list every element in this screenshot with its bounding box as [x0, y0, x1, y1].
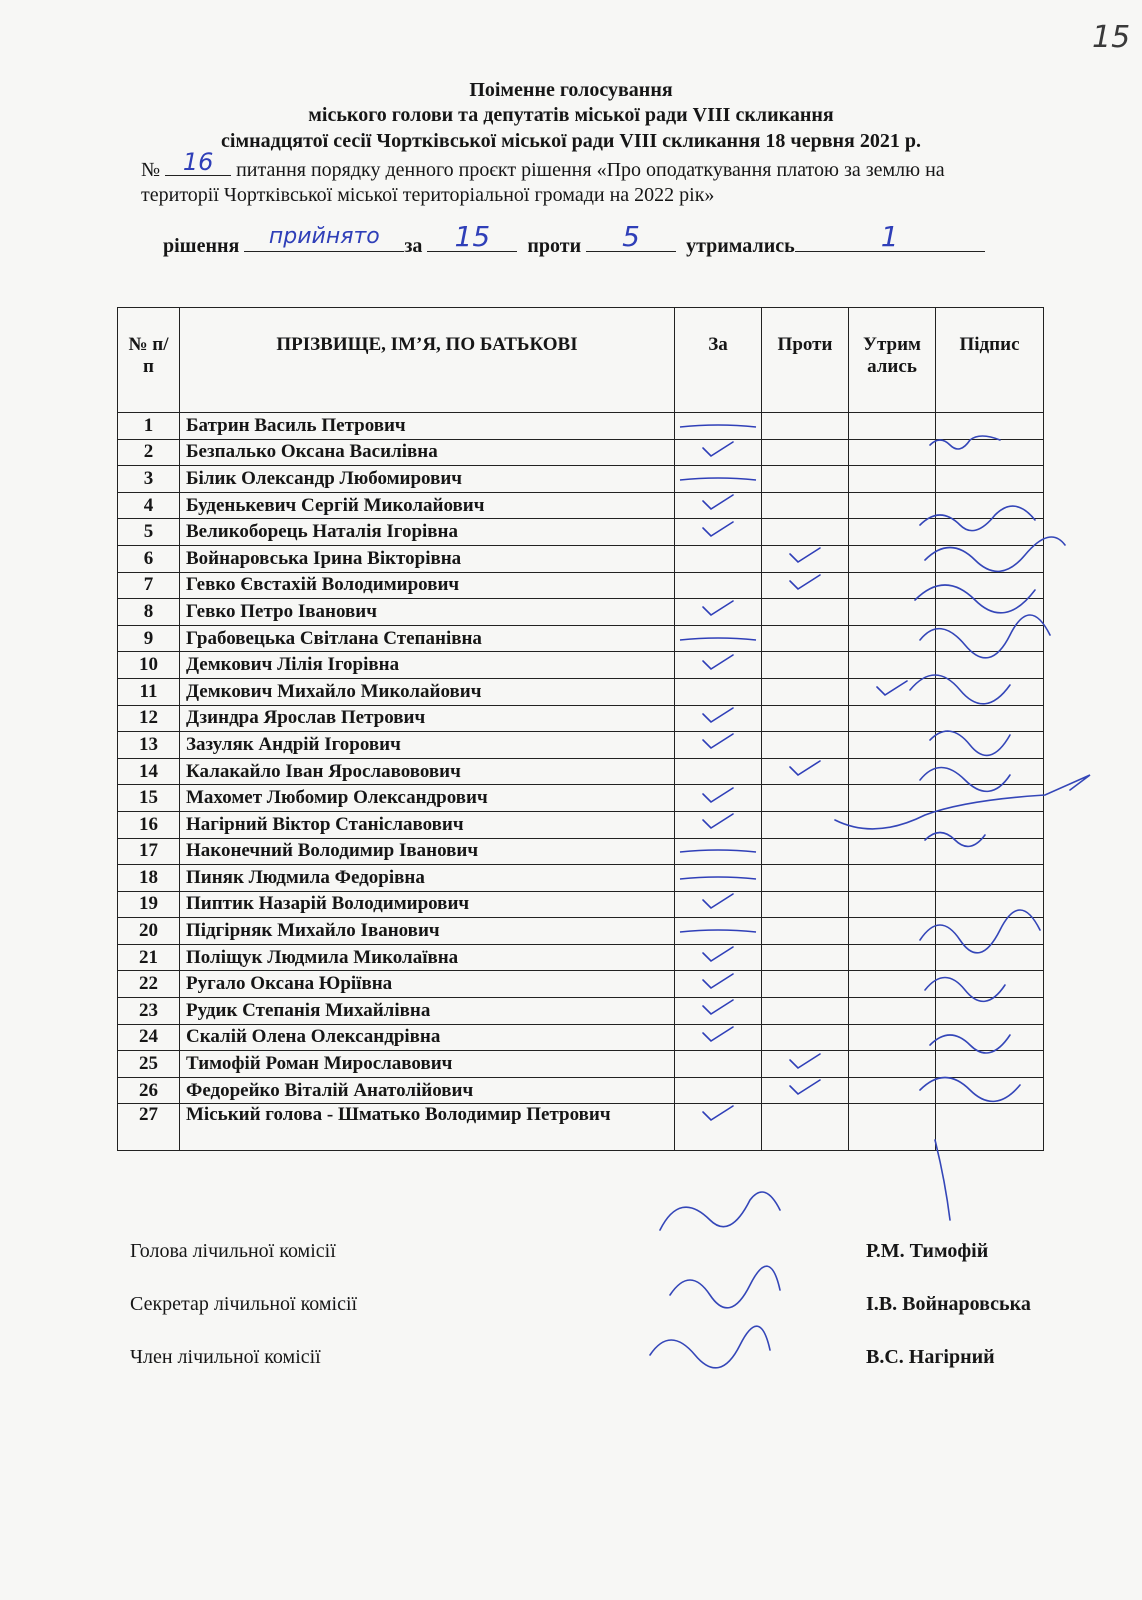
- row-name: Пиптик Назарій Володимирович: [180, 891, 675, 918]
- table-header-row: [118, 308, 1044, 413]
- vote-for-cell: [675, 1104, 762, 1151]
- table-row: [118, 944, 1044, 971]
- row-number: 10: [118, 652, 180, 679]
- commission-role-3: Член лічильної комісії: [130, 1346, 321, 1368]
- vote-abstained-cell: [849, 758, 936, 785]
- vote-abstained-cell: [849, 439, 936, 466]
- signature-cell: [936, 599, 1044, 626]
- checkmark-icon: [701, 1025, 735, 1043]
- signature-cell: [936, 652, 1044, 679]
- vote-abstained-cell: [849, 1051, 936, 1078]
- checkmark-icon: [788, 1078, 822, 1096]
- row-name: Гевко Петро Іванович: [180, 599, 675, 626]
- row-number: 26: [118, 1077, 180, 1104]
- vote-abstained-cell: [849, 678, 936, 705]
- vote-against-cell: [762, 599, 849, 626]
- signature-cell: [936, 705, 1044, 732]
- vote-abstained-cell: [849, 625, 936, 652]
- vote-for-cell: [675, 998, 762, 1025]
- signature-cell: [936, 439, 1044, 466]
- vote-abstained-cell: [849, 811, 936, 838]
- vote-against-cell: [762, 519, 849, 546]
- row-number: 25: [118, 1051, 180, 1078]
- row-number: 8: [118, 599, 180, 626]
- vote-for-cell: [675, 1077, 762, 1104]
- signature-cell: [936, 625, 1044, 652]
- signature-cell: [936, 865, 1044, 892]
- signature-cell: [936, 838, 1044, 865]
- vote-against-cell: [762, 572, 849, 599]
- vote-for-cell: [675, 758, 762, 785]
- doc-subtitle-2: сімнадцятої сесії Чортківської міської ради VIII скликання 18 червня 2021 р.: [221, 130, 921, 152]
- table-row: [118, 865, 1044, 892]
- checkmark-icon: [701, 812, 735, 830]
- decision-line: [163, 220, 985, 260]
- vote-abstained-cell: [849, 998, 936, 1025]
- row-name: Наконечний Володимир Іванович: [180, 838, 675, 865]
- table-row: [118, 705, 1044, 732]
- doc-subtitle-1: міського голови та депутатів міської ради VIII скликання: [308, 104, 834, 126]
- row-name: Міський голова - Шматько Володимир Петрович: [180, 1104, 675, 1151]
- vote-against-cell: [762, 811, 849, 838]
- vote-abstained-cell: [849, 918, 936, 945]
- row-number: 3: [118, 466, 180, 493]
- vote-for-cell: [675, 519, 762, 546]
- row-name: Махомет Любомир Олександрович: [180, 785, 675, 812]
- commission-name-1: Р.М. Тимофій: [866, 1240, 989, 1262]
- doc-title: Поіменне голосування: [469, 79, 673, 101]
- vote-for-cell: [675, 599, 762, 626]
- abstained-blank: [795, 220, 985, 253]
- table-row: [118, 1104, 1044, 1151]
- vote-abstained-cell: [849, 865, 936, 892]
- vote-against-cell: [762, 652, 849, 679]
- vote-abstained-cell: [849, 599, 936, 626]
- dash-line-icon: [678, 873, 758, 883]
- vote-against-cell: [762, 918, 849, 945]
- table-row: [118, 811, 1044, 838]
- vote-for-cell: [675, 865, 762, 892]
- row-number: 16: [118, 811, 180, 838]
- vote-abstained-cell: [849, 545, 936, 572]
- row-number: 18: [118, 865, 180, 892]
- commission-name-3: В.С. Нагірний: [866, 1346, 995, 1368]
- vote-for-cell: [675, 492, 762, 519]
- signature-cell: [936, 998, 1044, 1025]
- row-name: Демкович Лілія Ігорівна: [180, 652, 675, 679]
- signature-cell: [936, 1024, 1044, 1051]
- signature-cell: [936, 891, 1044, 918]
- for-count: 15: [454, 220, 491, 253]
- dash-line-icon: [678, 474, 758, 484]
- vote-abstained-cell: [849, 1104, 936, 1151]
- vote-abstained-cell: [849, 572, 936, 599]
- row-name: Войнаровська Ірина Вікторівна: [180, 545, 675, 572]
- header-abstained: Утримались: [849, 308, 936, 413]
- checkmark-icon: [701, 653, 735, 671]
- abstained-label: утримались: [686, 235, 795, 257]
- vote-abstained-cell: [849, 466, 936, 493]
- commission-role-2: Секретар лічильної комісії: [130, 1293, 358, 1315]
- table-row: [118, 838, 1044, 865]
- against-count: 5: [622, 220, 640, 253]
- row-number: 5: [118, 519, 180, 546]
- signature-cell: [936, 545, 1044, 572]
- row-name: Безпалько Оксана Василівна: [180, 439, 675, 466]
- vote-for-cell: [675, 838, 762, 865]
- vote-against-cell: [762, 1104, 849, 1151]
- vote-against-cell: [762, 971, 849, 998]
- row-number: 21: [118, 944, 180, 971]
- table-row: [118, 572, 1044, 599]
- vote-for-cell: [675, 891, 762, 918]
- table-row: [118, 599, 1044, 626]
- vote-for-cell: [675, 971, 762, 998]
- dash-line-icon: [678, 846, 758, 856]
- against-label: проти: [527, 235, 582, 257]
- header-name: ПРІЗВИЩЕ, ІМ’Я, ПО БАТЬКОВІ: [180, 308, 675, 413]
- row-name: Гевко Євстахій Володимирович: [180, 572, 675, 599]
- vote-for-cell: [675, 572, 762, 599]
- vote-abstained-cell: [849, 838, 936, 865]
- vote-for-cell: [675, 652, 762, 679]
- vote-for-cell: [675, 1024, 762, 1051]
- signature-cell: [936, 918, 1044, 945]
- dash-line-icon: [678, 634, 758, 644]
- issue-number: 16: [182, 148, 214, 176]
- vote-against-cell: [762, 944, 849, 971]
- vote-against-cell: [762, 785, 849, 812]
- table-row: [118, 545, 1044, 572]
- vote-against-cell: [762, 439, 849, 466]
- row-number: 6: [118, 545, 180, 572]
- table-row: [118, 1077, 1044, 1104]
- row-number: 13: [118, 732, 180, 759]
- vote-against-cell: [762, 758, 849, 785]
- row-name: Дзиндра Ярослав Петрович: [180, 705, 675, 732]
- checkmark-icon: [701, 1104, 735, 1122]
- vote-abstained-cell: [849, 785, 936, 812]
- row-name: Поліщук Людмила Миколаївна: [180, 944, 675, 971]
- table-row: [118, 413, 1044, 440]
- vote-against-cell: [762, 492, 849, 519]
- row-name: Демкович Михайло Миколайович: [180, 678, 675, 705]
- vote-for-cell: [675, 705, 762, 732]
- checkmark-icon: [701, 520, 735, 538]
- signature-cell: [936, 572, 1044, 599]
- checkmark-icon: [701, 892, 735, 910]
- vote-against-cell: [762, 865, 849, 892]
- checkmark-icon: [875, 679, 909, 697]
- table-row: [118, 678, 1044, 705]
- signature-cell: [936, 466, 1044, 493]
- vote-abstained-cell: [849, 652, 936, 679]
- row-name: Білик Олександр Любомирович: [180, 466, 675, 493]
- table-row: [118, 998, 1044, 1025]
- signature-cell: [936, 1051, 1044, 1078]
- vote-for-cell: [675, 466, 762, 493]
- checkmark-icon: [788, 573, 822, 591]
- vote-for-cell: [675, 732, 762, 759]
- vote-abstained-cell: [849, 492, 936, 519]
- row-name: Скалій Олена Олександрівна: [180, 1024, 675, 1051]
- for-label: за: [404, 235, 423, 257]
- row-number: 15: [118, 785, 180, 812]
- checkmark-icon: [788, 759, 822, 777]
- row-name: Грабовецька Світлана Степанівна: [180, 625, 675, 652]
- vote-for-cell: [675, 785, 762, 812]
- signature-cell: [936, 971, 1044, 998]
- vote-for-cell: [675, 413, 762, 440]
- signature-cell: [936, 492, 1044, 519]
- checkmark-icon: [701, 440, 735, 458]
- issue-text-1: питання порядку денного проєкт рішення «Про оподаткування платою за землю на: [236, 159, 945, 181]
- table-row: [118, 519, 1044, 546]
- checkmark-icon: [701, 493, 735, 511]
- signature-cell: [936, 413, 1044, 440]
- table-row: [118, 466, 1044, 493]
- row-name: Буденькевич Сергій Миколайович: [180, 492, 675, 519]
- vote-against-cell: [762, 1051, 849, 1078]
- checkmark-icon: [788, 546, 822, 564]
- against-blank: [586, 220, 676, 253]
- checkmark-icon: [788, 1052, 822, 1070]
- vote-for-cell: [675, 944, 762, 971]
- vote-against-cell: [762, 466, 849, 493]
- header-for: За: [675, 308, 762, 413]
- checkmark-icon: [701, 945, 735, 963]
- vote-abstained-cell: [849, 971, 936, 998]
- row-name: Батрин Василь Петрович: [180, 413, 675, 440]
- table-row: [118, 652, 1044, 679]
- issue-prefix: №: [141, 159, 161, 181]
- row-name: Федорейко Віталій Анатолійович: [180, 1077, 675, 1104]
- signature-cell: [936, 785, 1044, 812]
- vote-abstained-cell: [849, 1077, 936, 1104]
- vote-for-cell: [675, 678, 762, 705]
- sheet-number: 15: [1092, 20, 1131, 55]
- table-row: [118, 625, 1044, 652]
- abstained-count: 1: [880, 220, 899, 253]
- issue-number-blank: [165, 148, 231, 176]
- table-row: [118, 439, 1044, 466]
- row-name: Ругало Оксана Юріївна: [180, 971, 675, 998]
- signature-cell: [936, 758, 1044, 785]
- checkmark-icon: [701, 706, 735, 724]
- row-number: 17: [118, 838, 180, 865]
- row-name: Тимофій Роман Мирославович: [180, 1051, 675, 1078]
- vote-against-cell: [762, 732, 849, 759]
- row-number: 19: [118, 891, 180, 918]
- row-number: 9: [118, 625, 180, 652]
- vote-against-cell: [762, 625, 849, 652]
- vote-against-cell: [762, 1077, 849, 1104]
- vote-for-cell: [675, 625, 762, 652]
- signature-cell: [936, 944, 1044, 971]
- row-number: 20: [118, 918, 180, 945]
- row-number: 4: [118, 492, 180, 519]
- row-number: 27: [118, 1104, 180, 1151]
- vote-abstained-cell: [849, 732, 936, 759]
- dash-line-icon: [678, 421, 758, 431]
- table-row: [118, 971, 1044, 998]
- row-name: Калакайло Іван Ярославовович: [180, 758, 675, 785]
- signature-cell: [936, 811, 1044, 838]
- row-name: Великоборець Наталія Ігорівна: [180, 519, 675, 546]
- header-signature: Підпис: [936, 308, 1044, 413]
- row-number: 23: [118, 998, 180, 1025]
- checkmark-icon: [701, 998, 735, 1016]
- table-row: [118, 1051, 1044, 1078]
- votes-table: [117, 307, 1044, 1151]
- vote-against-cell: [762, 413, 849, 440]
- row-name: Зазуляк Андрій Ігорович: [180, 732, 675, 759]
- vote-for-cell: [675, 545, 762, 572]
- row-number: 14: [118, 758, 180, 785]
- checkmark-icon: [701, 732, 735, 750]
- issue-description: [141, 148, 1071, 208]
- signature-cell: [936, 519, 1044, 546]
- row-number: 2: [118, 439, 180, 466]
- dash-line-icon: [678, 926, 758, 936]
- vote-abstained-cell: [849, 705, 936, 732]
- for-blank: [427, 220, 517, 253]
- row-number: 24: [118, 1024, 180, 1051]
- row-number: 1: [118, 413, 180, 440]
- vote-abstained-cell: [849, 891, 936, 918]
- decision-label: рішення: [163, 235, 240, 257]
- vote-against-cell: [762, 678, 849, 705]
- table-row: [118, 785, 1044, 812]
- vote-against-cell: [762, 1024, 849, 1051]
- signature-cell: [936, 678, 1044, 705]
- vote-abstained-cell: [849, 413, 936, 440]
- checkmark-icon: [701, 786, 735, 804]
- vote-for-cell: [675, 439, 762, 466]
- table-row: [118, 1024, 1044, 1051]
- vote-against-cell: [762, 891, 849, 918]
- vote-against-cell: [762, 545, 849, 572]
- signature-cell: [936, 732, 1044, 759]
- checkmark-icon: [701, 599, 735, 617]
- row-number: 22: [118, 971, 180, 998]
- table-row: [118, 918, 1044, 945]
- vote-for-cell: [675, 918, 762, 945]
- table-row: [118, 732, 1044, 759]
- vote-against-cell: [762, 838, 849, 865]
- issue-text-2: території Чортківської міської територіальної громади на 2022 рік»: [141, 184, 715, 206]
- decision-value: прийнято: [268, 224, 380, 249]
- vote-abstained-cell: [849, 1024, 936, 1051]
- table-row: [118, 891, 1044, 918]
- row-number: 7: [118, 572, 180, 599]
- vote-abstained-cell: [849, 519, 936, 546]
- table-row: [118, 758, 1044, 785]
- header-against: Проти: [762, 308, 849, 413]
- vote-against-cell: [762, 705, 849, 732]
- table-row: [118, 492, 1044, 519]
- vote-against-cell: [762, 998, 849, 1025]
- commission-name-2: І.В. Войнаровська: [866, 1293, 1031, 1315]
- header-num: № п/п: [118, 308, 180, 413]
- row-number: 12: [118, 705, 180, 732]
- commission-role-1: Голова лічильної комісії: [130, 1240, 336, 1262]
- decision-value-blank: [244, 224, 404, 252]
- checkmark-icon: [701, 972, 735, 990]
- row-name: Підгірняк Михайло Іванович: [180, 918, 675, 945]
- row-name: Пиняк Людмила Федорівна: [180, 865, 675, 892]
- vote-for-cell: [675, 811, 762, 838]
- row-name: Рудик Степанія Михайлівна: [180, 998, 675, 1025]
- vote-abstained-cell: [849, 944, 936, 971]
- vote-for-cell: [675, 1051, 762, 1078]
- signature-cell: [936, 1077, 1044, 1104]
- row-name: Нагірний Віктор Станіславович: [180, 811, 675, 838]
- signature-cell: [936, 1104, 1044, 1151]
- row-number: 11: [118, 678, 180, 705]
